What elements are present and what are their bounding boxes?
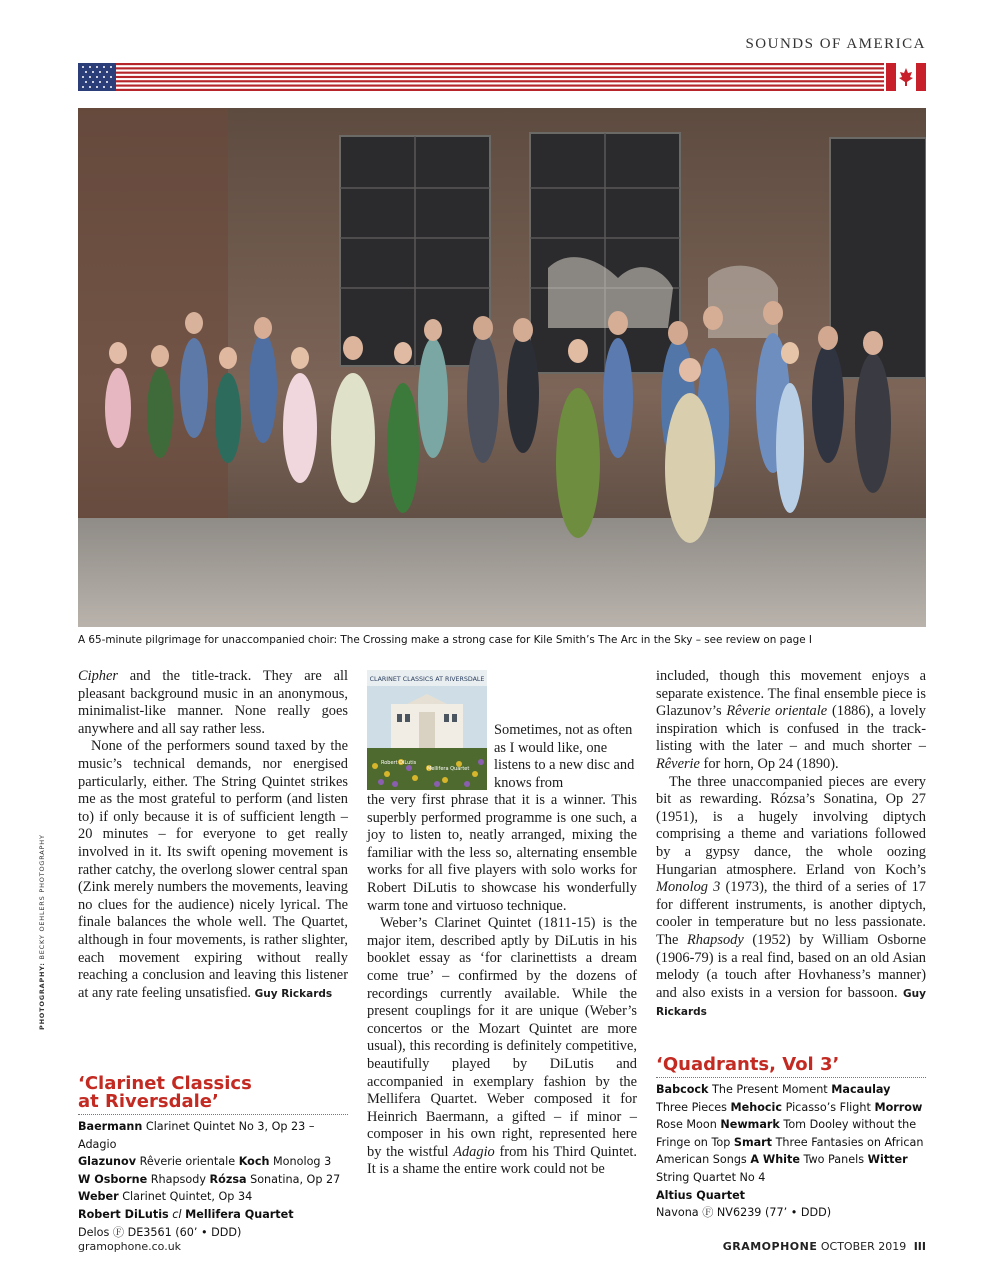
composer: W Osborne xyxy=(78,1172,148,1186)
works-block xyxy=(656,1081,926,1187)
ensemble-line xyxy=(656,1187,926,1205)
paragraph: Weber’s Clarinet Quintet (1811-15) is the major item, described aptly by DiLutis in his booklet essay as ‘for clarinettists a dream come true’ – confirmed by the dozens of recordings currently available. While the present couplings for it are unique (Weber’s concertos or the Mozart Quintet are more usual), this recording is definitely competitive, beautifully played by DiLutis and accompanied in exemplary fashion by the Mellifera Quartet. Weber composed it for Heinrich Baermann, a gifted – if minor – composer in his own right, represented here by the wistful Adagio from his Third Quintet. It is a shame the entire work could not be xyxy=(367,915,637,1178)
composer: Mehocic xyxy=(730,1100,783,1114)
section-label: SOUNDS OF AMERICA xyxy=(745,36,926,52)
column-3 xyxy=(656,668,926,1022)
byline: Guy Rickards xyxy=(254,987,333,1000)
performer: Robert DiLutis xyxy=(78,1207,169,1221)
stripes-band xyxy=(116,63,884,91)
review-info xyxy=(78,1118,348,1241)
work: Picasso’s Flight xyxy=(785,1100,871,1114)
footer-issue: OCTOBER 2019 xyxy=(820,1240,907,1253)
credit-name: BECKY OEHLERS PHOTOGRAPHY xyxy=(38,834,46,960)
composer: Babcock xyxy=(656,1083,709,1096)
work: String Quartet No 4 xyxy=(656,1170,766,1184)
canada-flag-icon xyxy=(886,63,926,91)
work-line xyxy=(78,1118,348,1153)
performers-line xyxy=(78,1206,348,1224)
credit-label: PHOTOGRAPHY: xyxy=(38,962,46,1030)
work-line xyxy=(78,1188,348,1206)
composer: Newmark xyxy=(720,1118,780,1132)
album-cover-artist: Robert DiLutis xyxy=(381,760,417,766)
work: Clarinet Quintet, Op 34 xyxy=(122,1190,253,1204)
work: Tom Dooley without the Fringe on Top xyxy=(656,1118,917,1149)
label-line: Navona Ⓕ NV6239 (77’ • DDD) xyxy=(656,1206,832,1220)
paragraph: The three unaccompanied pieces are every bit as rewarding. Rózsa’s Sonatina, Op 27 (1951), is a hugely involving diptych comprising a theme and variations followed by a gypsy dance, the whole oozing Hungarian atmosphere. Erland von Koch’s Monolog 3 (1973), the third of a series of 17 for different instruments, is another diptych, cooler in temperature but no less passionate. The Rhapsody (1952) by William Osborne (1906-79) is a real find, based on an old Asian melody (a touch after Hovhaness’s manner) and also exists in a version for bassoon. Guy Rickards xyxy=(656,773,926,1019)
flag-bar xyxy=(78,63,926,91)
review-title-line: ‘Clarinet Classics xyxy=(78,1073,252,1094)
review-info xyxy=(656,1081,926,1222)
byline: Guy Rickards xyxy=(656,987,926,1019)
review-title-line: at Riversdale’ xyxy=(78,1091,219,1112)
work: Rhapsody xyxy=(150,1172,206,1186)
paragraph: the very first phrase that it is a winner. This superbly performed programme is one such, a joy to listen to, neatly arranged, mixing the familiar with the less so, alternating ensemble works for all five players with solo works for Robert DiLutis to showcase his wonderfully warm tone and virtuoso technique. xyxy=(367,792,637,914)
composer: Glazunov xyxy=(78,1155,136,1169)
ensemble: Mellifera Quartet xyxy=(185,1207,294,1221)
paragraph: None of the performers sound taxed by the music’s technical demands, nor energised particularly, either. The String Quintet strikes me as the most grateful to perform (and listen to) if only because it is of sufficient length – 20 minutes – for everyone to get really involved in it. Its swift opening movement is rather catchy, the overlong slower central span (Zink merely numbers the movements, leaving no clues for the audience) nicely lyrical. The finale balances the whole well. The Quartet, although in four movements, is rather slighter, each movement expiring without really reaching a conclusion and leaving this listener at any rate feeling unsatisfied. Guy Rickards xyxy=(78,738,348,1001)
footer-page: III xyxy=(913,1240,926,1253)
instrument: cl xyxy=(172,1207,182,1221)
work-line xyxy=(78,1153,348,1171)
album-cover xyxy=(367,670,487,790)
review-title: ‘Quadrants, Vol 3’ xyxy=(656,1056,926,1078)
composer: Rózsa xyxy=(209,1172,247,1186)
footer-folio xyxy=(723,1240,926,1253)
ensemble: Altius Quartet xyxy=(656,1188,746,1202)
review-title xyxy=(78,1075,348,1115)
work: Rose Moon xyxy=(656,1118,717,1132)
work: Clarinet Quintet No 3, Op 23 – Adagio xyxy=(78,1120,315,1151)
album-cover-ensemble: Mellifera Quartet xyxy=(427,766,470,772)
italic-work-title: Cipher xyxy=(78,668,118,684)
paragraph: Cipher and the title-track. They are all pleasant background music in an anonymous, minimalist-like manner. None really goes anywhere and all say rather less. xyxy=(78,668,348,737)
composer: Witter xyxy=(867,1153,908,1167)
composer: Smart xyxy=(733,1135,773,1149)
composer: Baermann xyxy=(78,1120,143,1133)
composer: Koch xyxy=(238,1155,270,1169)
column-2-top xyxy=(494,722,636,792)
composer: Morrow xyxy=(874,1100,923,1114)
footer-brand: GRAMOPHONE xyxy=(722,1240,818,1253)
work: Three Pieces xyxy=(656,1100,727,1114)
composer: Weber xyxy=(78,1190,119,1204)
work: Monolog 3 xyxy=(273,1155,332,1169)
work: Sonatina, Op 27 xyxy=(250,1172,341,1186)
work: The Present Moment xyxy=(712,1083,828,1096)
label-line: Delos Ⓕ DE3561 (60’ • DDD) xyxy=(78,1225,242,1239)
footer-website: gramophone.co.uk xyxy=(78,1240,182,1253)
composer: Macaulay xyxy=(831,1083,891,1096)
column-1 xyxy=(78,668,348,1003)
choir-photo xyxy=(78,108,926,627)
composer: A White xyxy=(750,1153,800,1167)
review-quadrants xyxy=(656,1056,926,1222)
paragraph: included, though this movement enjoys a separate existence. The final ensemble piece is Glazunov’s Rêverie orientale (1886), a lovely inspiration which is confused in the track-listing with the later – and much shorter – Rêverie for horn, Op 24 (1890). xyxy=(656,668,926,772)
photo-caption: A 65-minute pilgrimage for unaccompanied choir: The Crossing make a strong case for Kile Smith’s The Arc in the Sky – see review on page I xyxy=(78,634,812,646)
us-flag-icon xyxy=(78,63,116,91)
work: Three Fantasies on African American Songs xyxy=(656,1135,924,1167)
album-cover-title: CLARINET CLASSICS AT RIVERSDALE xyxy=(369,676,485,683)
work-line xyxy=(78,1171,348,1189)
review-clarinet-classics xyxy=(78,1075,348,1241)
column-2 xyxy=(367,792,637,1179)
work: Rêverie orientale xyxy=(139,1155,236,1169)
work: Two Panels xyxy=(803,1153,865,1167)
paragraph-start: Sometimes, not as often as I would like, one listens to a new disc and knows from xyxy=(494,722,635,791)
photo-credit xyxy=(38,834,46,1030)
